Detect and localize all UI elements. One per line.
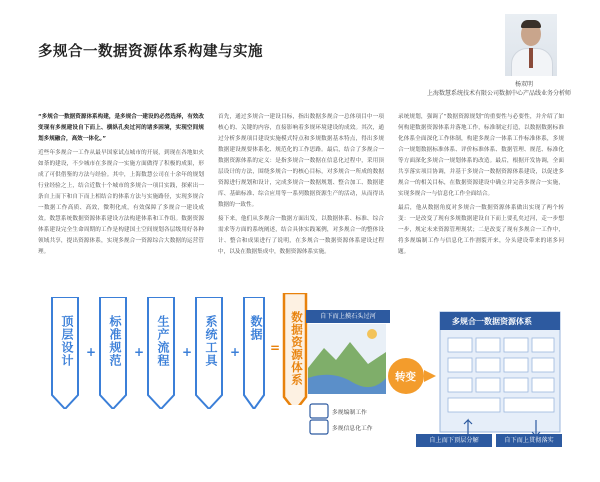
tablet-icon [310,404,328,418]
article-title: 多规合一数据资源体系构建与实施 [38,44,263,60]
lead-quote: “多规合一数据资源体系构建，是多规合一建设的必然选择，有效改变现有多规建设自下而上、横纵孔矣过河的诸多困境，实现空间规划多规融合，高效一体化。” [38,114,204,142]
left-label: 多规编制工作 [332,410,367,416]
equals-sign: = [270,341,281,355]
system-title: 多规合一数据资源体系 [452,317,532,326]
formula-item: 顶层设计 [60,315,74,367]
plus-sign: + [230,345,241,359]
formula-item: 系统工具 [204,315,218,367]
plus-sign: + [86,345,97,359]
result-label: 数据资源体系 [290,311,304,386]
chevron-shape [242,297,266,409]
left-label: 多规信息化工作 [332,426,373,432]
column-1 [38,112,204,261]
sun-shape [367,329,377,339]
formula-item: 数据 [249,315,263,341]
paragraph: 最后，他从数据角度对多规合一数据资源体系做出实现了两个转变：一是改变了现有多规数据建设自下而上要孔矣过河，走一步想一步，规定未来资源管理现状；二是改变了现有多规合一工作中，将多规编制工作与信息化工作割裂开来，分头建设带来的诸多问题。 [398,205,564,255]
column-2 [218,112,384,261]
author-title: 上海数慧系统技术有限公司数据中心产品线业务分析师 [427,90,572,97]
formula-item: 生产流程 [156,315,170,367]
monitor-icon [310,420,328,434]
plus-sign: + [134,345,145,359]
plus-sign: + [182,345,193,359]
transformation-diagram [302,308,564,448]
arrow-right-icon [424,370,436,382]
formula-item: 标准规范 [108,315,122,367]
author-photo [505,14,557,76]
bottom-right-tag: 自下而上贯彻落实 [496,434,562,447]
formula-diagram [38,297,304,409]
bottom-left-tag: 自上而下顶层分解 [416,434,492,447]
paragraph: 首先，通过多规合一建设目标，指出数据多规合一总体项目中一项核心的、关键的内容，直接影响着多规环境建设的成效。其次，通过分析多规项目建设实施模式特点和多规数据基本特点，得出多规数据建设规要体系化、规范化的工作思路。最后，结合了多规合一数据资源体系的定义：是指多规合一数据在信息化过程中，采用顶层设计的方法，围绕多规合一的核心目标，对多规合一所成的数据资源进行规划和设计，完成多规合一数据规划、整合加工、数据建库、基础标准、综合应用等一系列数据资源生产的活动，从而得出数据的一致性。 [218,114,384,208]
transform-label: 转变 [395,371,416,383]
author-name: 杨双明 [515,81,534,88]
top-tag: 自下而上摸石头过河 [306,310,390,323]
paragraph: 录统规划，强调了“数据资源规划”的重要性与必要性，并介绍了如何构建数据资源体系并落地工作，标准制定打造，以数据数据标准化体系全面深化工作体制，构建多规合一体系工作标准体系，多规合一规划数据标准体系、评价标准体系、数据管理、规范、标准化等方面深化多规合一规划体系的改造。最后，根据开发协调，全面共享落实项目协调，并基于多规合一数据资源体系建设，以促进多规合一的相关目标，在数据资源建设中确立并完善多规合一实施，实现多规合一与信息化工作全面结合。 [398,114,564,197]
paragraph: 接下来，他们从多规合一数据方面出发，以数据体系、标准、综合需求等方面的系统阐述，结合具体实践案例，对多规合一的整体设计、整合和成果进行了说明，在多规合一数据资源体系建设过程中，以及在数据集成中，数据资源体系实施。 [218,216,384,255]
column-3 [398,112,564,261]
paragraph: 近些年多规合一工作从最早国家试点城市的开展，到现在各地如火如荼的建设，不少城市在多规合一实施方面做得了积极的成果，形成了可供借鉴的方法与经验。其中，上海数慧公司在十余年的规划行业经验之上，结合近数十个城市的多规合一项目实践，探索出一条自上而下和自下而上相结合的体系方法与实施路径，实现多规合一数据工作高质、高效，微利化成，有效保障了多规合一建设成效。数慧系统数据资源体系建设方法构建体系和工作组。数据资源体系建设完全生命周期的工作是构建国土空间规划各层级用好各种领域共享，提出资源体系，实现多规合一资源综合大数据的运营管理。 [38,150,204,255]
